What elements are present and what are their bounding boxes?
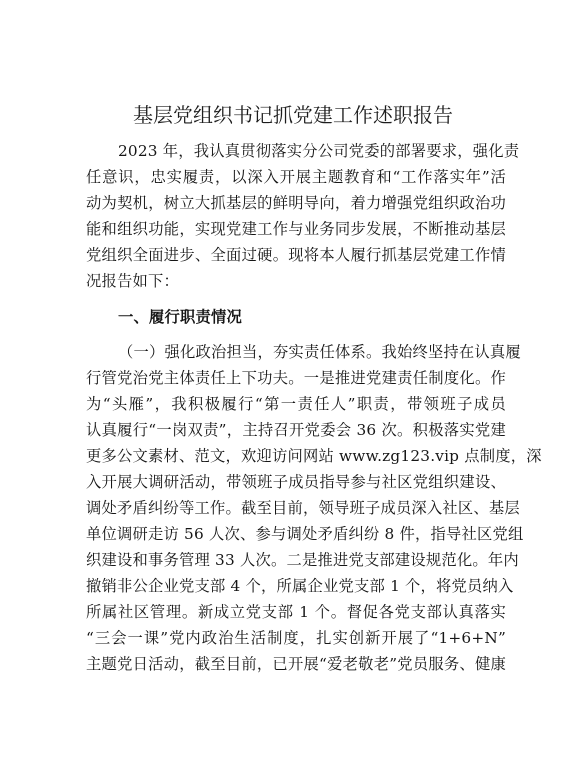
paragraph-line: 入开展大调研活动，带领班子成员指导参与社区党组织建设、 <box>86 473 506 491</box>
paragraph-line: 能和组织功能，实现党建工作与业务同步发展，不断推动基层 <box>86 220 506 238</box>
paragraph-line: 认真履行“一岗双责”，主持召开党委会 36 次。积极落实党建 <box>86 421 506 439</box>
paragraph-line: 主题党日活动，截至目前，已开展“爱老敬老”党员服务、健康 <box>86 655 506 673</box>
paragraph-line: 更多公文素材、范文，欢迎访问网站 www.zg123.vip 点制度，深 <box>86 447 542 465</box>
paragraph-line: 任意识，忠实履责，以深入开展主题教育和“工作落实年”活 <box>86 168 506 186</box>
paragraph-line: 撤销非公企业党支部 4 个，所属企业党支部 1 个，将党员纳入 <box>86 577 514 595</box>
paragraph-line: 调处矛盾纠纷等工作。截至目前，领导班子成员深入社区、基层 <box>86 499 520 517</box>
paragraph-line: 动为契机，树立大抓基层的鲜明导向，着力增强党组织政治功 <box>86 194 506 212</box>
paragraph-line: 所属社区管理。新成立党支部 1 个。督促各党支部认真落实 <box>86 603 506 621</box>
paragraph-line: 为“头雁”，我积极履行“第一责任人”职责，带领班子成员 <box>86 395 506 413</box>
document-title: 基层党组织书记抓党建工作述职报告 <box>133 103 453 127</box>
paragraph-line: 2023 年，我认真贯彻落实分公司党委的部署要求，强化责 <box>118 142 520 160</box>
paragraph-line: 况报告如下： <box>86 272 179 290</box>
paragraph-line: （一）强化政治担当，夯实责任体系。我始终坚持在认真履 <box>118 343 521 361</box>
paragraph-line: 行管党治党主体责任上下功夫。一是推进党建责任制度化。作 <box>86 369 506 387</box>
paragraph-line: 单位调研走访 56 人次、参与调处矛盾纠纷 8 件，指导社区党组 <box>86 525 524 543</box>
paragraph-line: 党组织全面进步、全面过硬。现将本人履行抓基层党建工作情 <box>86 246 506 264</box>
paragraph-line: “三会一课”党内政治生活制度，扎实创新开展了“1+6+N” <box>86 629 506 647</box>
paragraph-line: 织建设和事务管理 33 人次。二是推进党支部建设规范化。年内 <box>86 551 519 569</box>
section-heading: 一、履行职责情况 <box>118 308 242 326</box>
